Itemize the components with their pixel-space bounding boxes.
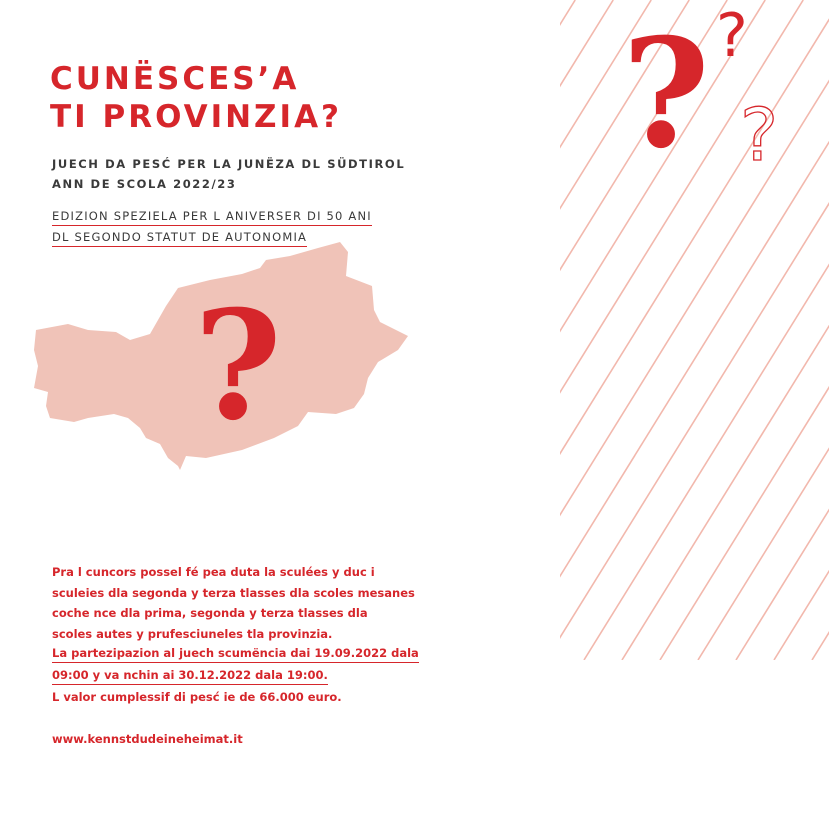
question-mark-icon-map: ? bbox=[194, 278, 282, 454]
edition-line-2: DL SEGONDO STATUT DE AUTONOMIA bbox=[52, 229, 307, 247]
question-marks-cluster bbox=[600, 0, 829, 170]
title-line-2: TI PROVINZIA? bbox=[50, 99, 343, 135]
subtitle-line-2: ANN DE SCOLA 2022/23 bbox=[52, 177, 237, 191]
stripe-line bbox=[560, 0, 575, 660]
region-map-icon bbox=[28, 238, 418, 478]
subtitle bbox=[52, 154, 405, 194]
question-mark-icon-small-top: ? bbox=[716, 1, 748, 71]
description-line-3: coche nce dla prima, segonda y terza tlasses dla bbox=[52, 606, 368, 620]
title-line-1: CUNËSCES’A bbox=[50, 61, 300, 97]
question-mark-icon-large: ? bbox=[622, 6, 710, 170]
question-mark-icon-outline: ? bbox=[740, 93, 779, 170]
website-link[interactable]: www.kennstdudeineheimat.it bbox=[52, 732, 243, 746]
description-line-4: scoles autes y prufesciuneles tla provinzia. bbox=[52, 626, 333, 641]
contest-description bbox=[52, 562, 432, 708]
page-title bbox=[50, 60, 342, 136]
participation-dates-line-1: La partezipazion al juech scumëncia dai 19.09.2022 dala bbox=[52, 644, 419, 663]
description-line-2: sculeies dla segonda y terza tlasses dla scoles mesanes bbox=[52, 585, 415, 600]
prize-value-line: L valor cumplessif di pesć ie de 66.000 euro. bbox=[52, 690, 342, 704]
subtitle-line-1: JUECH DA PESĆ PER LA JUNËZA DL SÜDTIROL bbox=[52, 157, 406, 171]
participation-dates-line-2: 09:00 y va nchin ai 30.12.2022 dala 19:00. bbox=[52, 666, 328, 685]
edition-line-1: EDIZION SPEZIELA PER L ANIVERSER DI 50 ANI bbox=[52, 208, 372, 226]
description-line-1: Pra l cuncors possel fé pea duta la sculées y duc i bbox=[52, 565, 375, 579]
